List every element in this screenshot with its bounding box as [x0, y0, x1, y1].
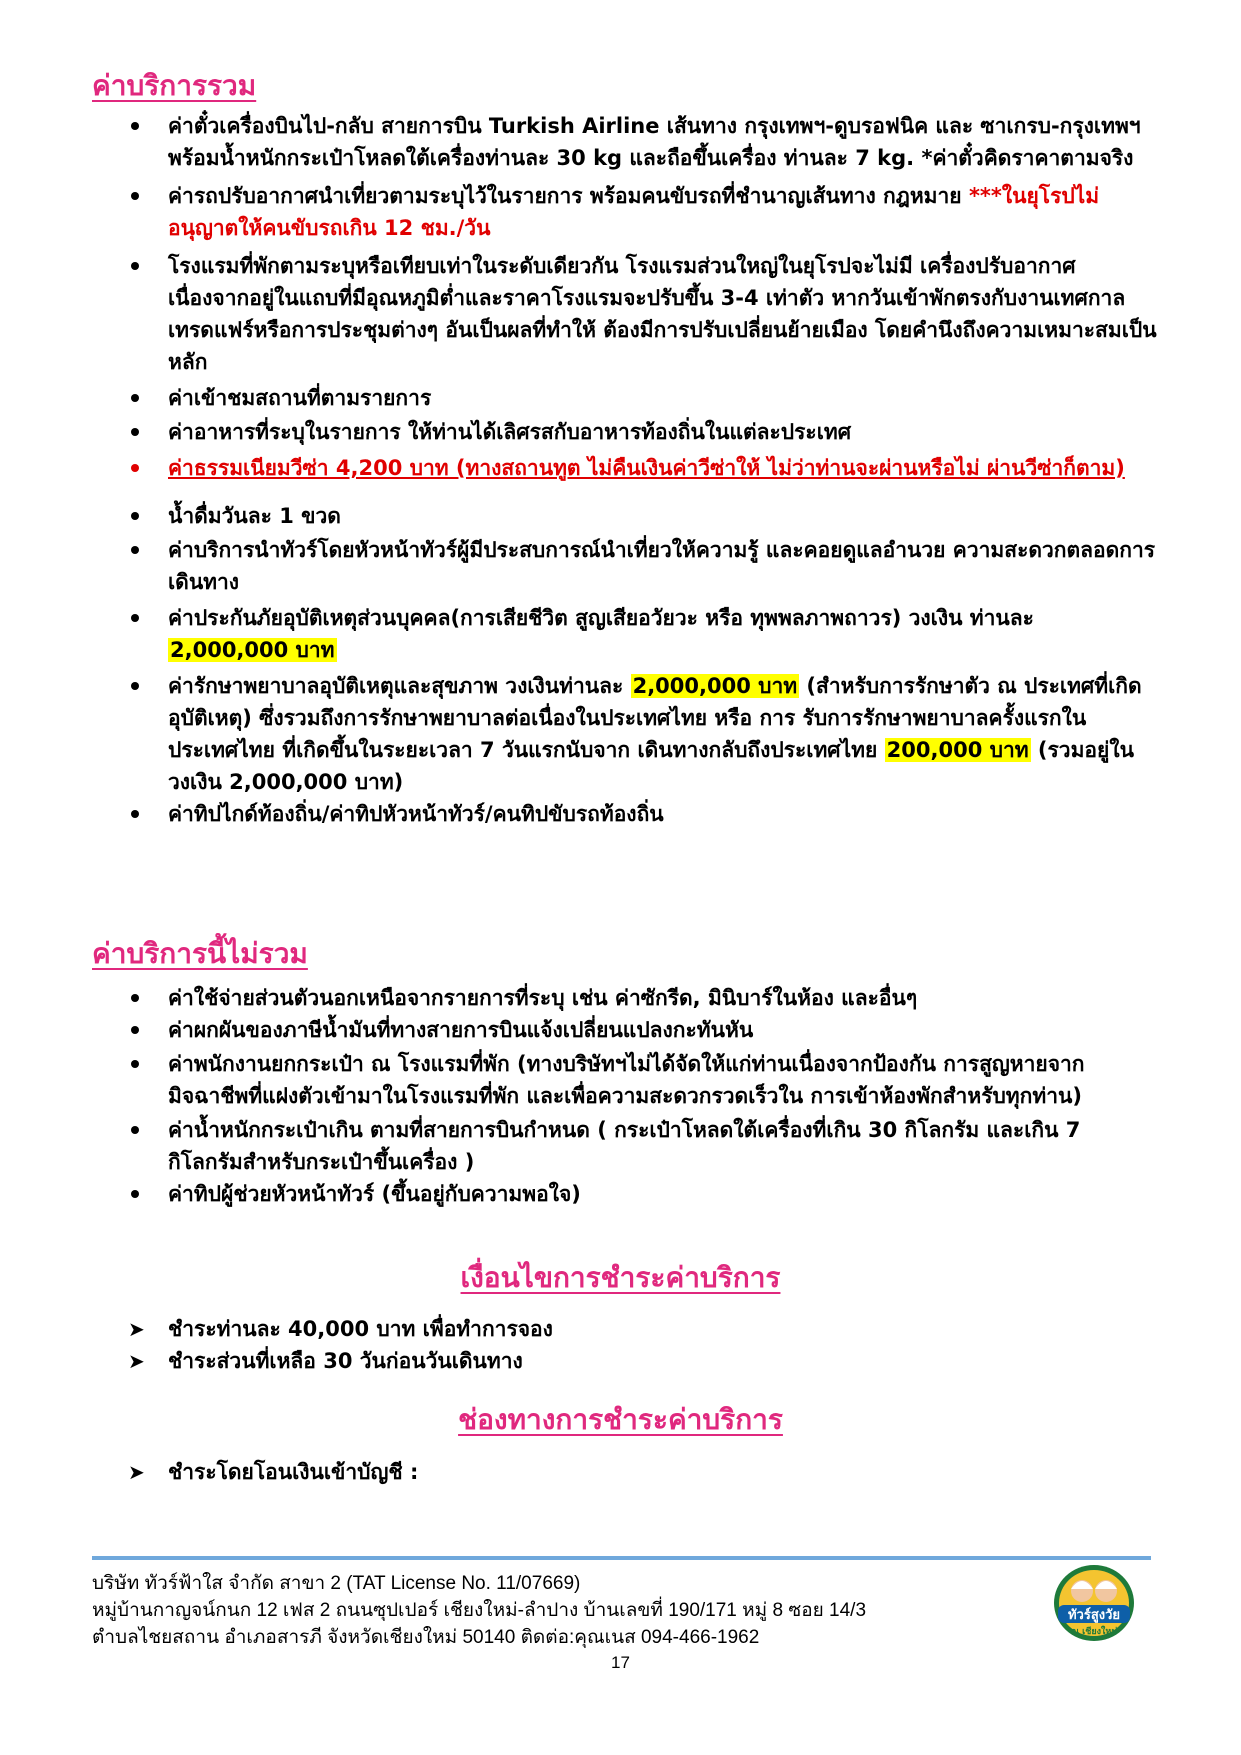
bullet-icon: [131, 1190, 139, 1198]
list-item: ค่าประกันภัยอุบัติเหตุส่วนบุคคล(การเสียชีวิต สูญเสียอวัยวะ หรือ ทุพพลภาพถาวร) วงเงิน ท่านละ 2,000,000 บาท: [0, 602, 1158, 666]
address-line: หมู่บ้านกาญจน์กนก 12 เฟส 2 ถนนซุปเปอร์ เชียงใหม่-ลำปาง บ้านเลขที่ 190/171 หมู่ 8 ซอย 14/3: [92, 1600, 867, 1621]
list-item: ➤ ชำระท่านละ 40,000 บาท เพื่อทำการจอง: [0, 1313, 553, 1345]
payment-channels-list: [0, 1456, 418, 1488]
svg-text:ณ เชียงใหม่: ณ เชียงใหม่: [1070, 1627, 1118, 1637]
bullet-icon: [131, 1126, 139, 1134]
bullet-icon: [131, 512, 139, 520]
list-item: ค่าตั๋วเครื่องบินไป-กลับ สายการบิน Turkish Airline เส้นทาง กรุงเทพฯ-ดูบรอฟนิค และ ซาเกรบ-กรุงเทพฯ พร้อมน้ำหนักกระเป๋าโหลดใต้เครื่องท่านละ 30 kg และถือขึ้นเครื่อง ท่านละ 7 kg. *ค่าตั๋วคิดราคาตามจริง: [0, 110, 1158, 174]
bullet-icon: [131, 464, 139, 472]
medical-thailand-amount: 200,000 บาท: [886, 738, 1029, 762]
medical-amount: 2,000,000 บาท: [632, 674, 798, 698]
payment-conditions-heading: เงื่อนไขการชำระค่าบริการ: [460, 1261, 781, 1294]
excluded-heading: ค่าบริการนี้ไม่รวม: [92, 937, 308, 970]
driver-limit-warning: ***ในยุโรปไม่อนุญาตให้คนขับรถเกิน 12 ชม./วัน: [168, 184, 1100, 240]
company-logo: [1052, 1563, 1136, 1643]
included-list: [0, 110, 1158, 830]
list-item: ➤ ชำระส่วนที่เหลือ 30 วันก่อนวันเดินทาง: [0, 1345, 553, 1377]
bullet-icon: [131, 394, 139, 402]
bullet-icon: [131, 262, 139, 270]
arrow-bullet-icon: ➤: [128, 1349, 145, 1373]
list-item: ค่าน้ำหนักกระเป๋าเกิน ตามที่สายการบินกำหนด ( กระเป๋าโหลดใต้เครื่องที่เกิน 30 กิโลกรัม และเกิน 7 กิโลกรัมสำหรับกระเป๋าขึ้นเครื่อง ): [0, 1114, 1158, 1178]
contact-line: ตำบลไชยสถาน อำเภอสารภี จังหวัดเชียงใหม่ 50140 ติดต่อ:คุณเนส 094-466-1962: [92, 1627, 760, 1648]
included-heading: ค่าบริการรวม: [92, 69, 257, 102]
bullet-icon: [131, 810, 139, 818]
arrow-bullet-icon: ➤: [128, 1460, 145, 1484]
bullet-icon: [131, 428, 139, 436]
list-item: ค่าทิปผู้ช่วยหัวหน้าทัวร์ (ขึ้นอยู่กับความพอใจ): [0, 1178, 1158, 1210]
payment-channels-heading: ช่องทางการชำระค่าบริการ: [458, 1403, 783, 1436]
bullet-icon: [131, 1026, 139, 1034]
excluded-list: [0, 982, 1158, 1210]
list-item: ค่าอาหารที่ระบุในรายการ ให้ท่านได้เลิศรสกับอาหารท้องถิ่นในแต่ละประเทศ: [0, 416, 1158, 448]
company-line: บริษัท ทัวร์ฟ้าใส จำกัด สาขา 2 (TAT License No. 11/07669): [92, 1573, 581, 1594]
list-item: ค่าบริการนำทัวร์โดยหัวหน้าทัวร์ผู้มีประสบการณ์นำเที่ยวให้ความรู้ และคอยดูแลอำนวย ความสะดวกตลอดการเดินทาง: [0, 534, 1158, 598]
list-item: ค่าเข้าชมสถานที่ตามรายการ: [0, 382, 1158, 414]
list-item: ค่าผกผันของภาษีน้ำมันที่ทางสายการบินแจ้งเปลี่ยนแปลงกะทันหัน: [0, 1014, 1158, 1046]
arrow-bullet-icon: ➤: [128, 1317, 145, 1341]
list-item: ค่าใช้จ่ายส่วนตัวนอกเหนือจากรายการที่ระบุ เช่น ค่าซักรีด, มินิบาร์ในห้อง และอื่นๆ: [0, 982, 1158, 1014]
list-item: ค่ารักษาพยาบาลอุบัติเหตุและสุขภาพ วงเงินท่านละ 2,000,000 บาท (สำหรับการรักษาตัว ณ ประเทศที่เกิดอุบัติเหตุ) ซึ่งรวมถึงการรักษาพยาบาลต่อเนื่องในประเทศไทย หรือ การ รับการรักษาพยาบาลครั้งแรกในประเทศไทย ที่เกิดขึ้นในระยะเวลา 7 วันแรกนับจาก เดินทางกลับถึงประเทศไทย 200,000 บาท (รวมอยู่ในวงเงิน 2,000,000 บาท): [0, 670, 1158, 798]
bullet-icon: [131, 192, 139, 200]
list-item: ➤ ชำระโดยโอนเงินเข้าบัญชี :: [0, 1456, 418, 1488]
footer: [92, 1570, 866, 1651]
bullet-icon: [131, 682, 139, 690]
list-item: ค่ารถปรับอากาศนำเที่ยวตามระบุไว้ในรายการ พร้อมคนขับรถที่ชำนาญเส้นทาง กฎหมาย ***ในยุโรปไม่อนุญาตให้คนขับรถเกิน 12 ชม./วัน: [0, 180, 1158, 244]
svg-text:ทัวร์สูงวัย: ทัวร์สูงวัย: [1067, 1608, 1121, 1623]
insurance-amount: 2,000,000 บาท: [170, 638, 335, 662]
visa-fee-item: ค่าธรรมเนียมวีซ่า 4,200 บาท (ทางสถานทูต ไม่คืนเงินค่าวีซ่าให้ ไม่ว่าท่านจะผ่านหรือไม่ ผ่านวีซ่าก็ตาม): [0, 452, 1158, 484]
payment-conditions-list: [0, 1313, 553, 1377]
bullet-icon: [131, 614, 139, 622]
bullet-icon: [131, 994, 139, 1002]
bullet-icon: [131, 1060, 139, 1068]
page-number: 17: [611, 1653, 630, 1672]
list-item: ค่าพนักงานยกกระเป๋า ณ โรงแรมที่พัก (ทางบริษัทฯไม่ได้จัดให้แก่ท่านเนื่องจากป้องกัน การสูญหายจากมิจฉาชีพที่แฝงตัวเข้ามาในโรงแรมที่พัก และเพื่อความสะดวกรวดเร็วใน การเข้าห้องพักสำหรับทุกท่าน): [0, 1048, 1158, 1112]
list-item: ค่าทิปไกด์ท้องถิ่น/ค่าทิปหัวหน้าทัวร์/คนทิปขับรถท้องถิ่น: [0, 798, 1158, 830]
bullet-icon: [131, 122, 139, 130]
list-item: โรงแรมที่พักตามระบุหรือเทียบเท่าในระดับเดียวกัน โรงแรมส่วนใหญ่ในยุโรปจะไม่มี เครื่องปรับอากาศ เนื่องจากอยู่ในแถบที่มีอุณหภูมิต่ำและราคาโรงแรมจะปรับขึ้น 3-4 เท่าตัว หากวันเข้าพักตรงกับงานเทศกาลเทรดแฟร์หรือการประชุมต่างๆ อันเป็นผลที่ทำให้ ต้องมีการปรับเปลี่ยนย้ายเมือง โดยคำนึงถึงความเหมาะสมเป็นหลัก: [0, 250, 1158, 378]
bullet-icon: [131, 546, 139, 554]
footer-divider: [92, 1556, 1151, 1560]
list-item: น้ำดื่มวันละ 1 ขวด: [0, 500, 1158, 532]
